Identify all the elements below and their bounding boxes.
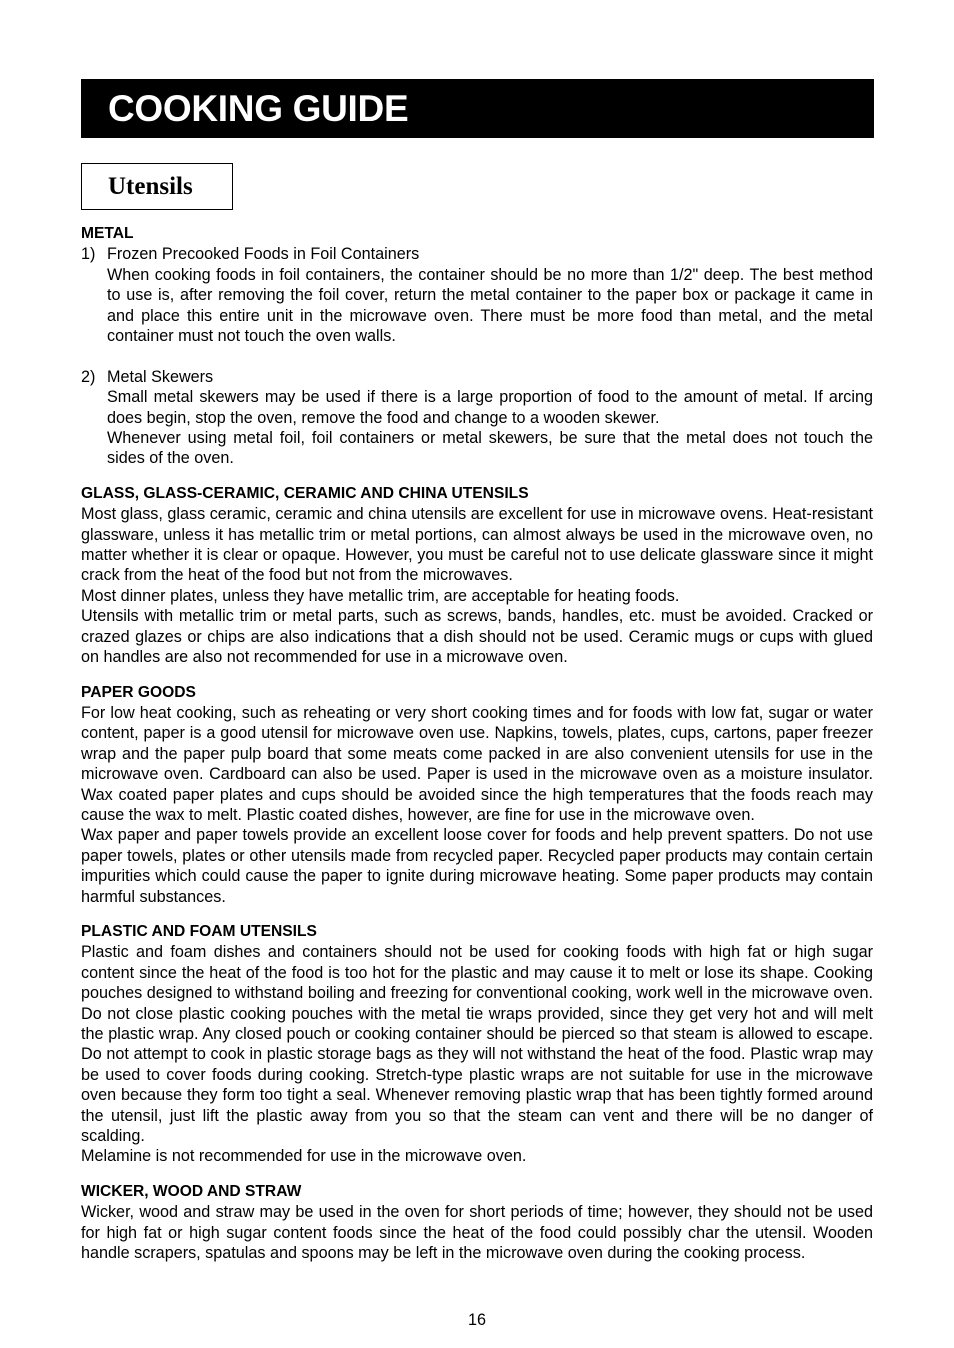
glass-heading: GLASS, GLASS-CERAMIC, CERAMIC AND CHINA UTENSILS — [81, 484, 529, 502]
plastic-paragraph: Plastic and foam dishes and containers should not be used for cooking foods with high fat or high sugar content since the heat of the food is too hot for the plastic and may cause it to melt or lose its shape. Cooking pouches designed to withstand boiling and freezing for conventional cooking, work well in the microwave oven. Do not close plastic cooking pouches with the metal tie wraps provided, since they get very hot and will melt the plastic wrap. Any closed pouch or cooking container should be pierced so that steam is allowed to escape. Do not attempt to cook in plastic storage bags as they will not withstand the heat of the food. Plastic wrap may be used to cover foods during cooking. Stretch-type plastic wraps are not suitable for use in the microwave oven because they form too tight a seal. Whenever removing plastic wrap that has been tightly formed around the utensil, just lift the plastic away from you so that the steam can vent and there will be no danger of scalding. — [81, 943, 873, 1146]
paper-paragraph: For low heat cooking, such as reheating or very short cooking times and for foods with low fat, sugar or water content, paper is a good utensil for microwave oven use. Napkins, towels, plates, cups, cartons, paper freezer wrap and the paper pulp board that some meats come packed in are also convenient utensils for use in the microwave oven. Cardboard can also be used. Paper is used in the microwave oven as a moisture insulator. Wax coated paper plates and cups should be avoided since the high temperatures that the foods reach may cause the wax to melt. Plastic coated dishes, however, are fine for use in the microwave oven. — [81, 703, 873, 824]
page-number: 16 — [467, 1311, 486, 1329]
plastic-heading: PLASTIC AND FOAM UTENSILS — [81, 922, 317, 940]
spacer — [81, 469, 873, 484]
item-body — [107, 244, 873, 346]
glass-paragraph: Most dinner plates, unless they have metallic trim, are acceptable for heating foods. — [81, 586, 680, 605]
wicker-section — [81, 1182, 873, 1264]
metal-heading: METAL — [81, 225, 134, 242]
section-title-box — [81, 163, 233, 210]
spacer — [81, 907, 873, 922]
metal-item-1 — [81, 244, 873, 346]
glass-section — [81, 484, 873, 668]
section-title: Utensils — [108, 173, 193, 200]
glass-paragraph: Utensils with metallic trim or metal parts, such as screws, bands, handles, etc. must be avoided. Cracked or crazed glazes or chips are also indications that a dish should not be used. Ceramic mugs or cups with glued on handles are also not recommended for use in a microwave oven. — [81, 607, 873, 667]
item-paragraph: Whenever using metal foil, foil containers or metal skewers, be sure that the metal does not touch the sides of the oven. — [107, 429, 873, 468]
item-paragraph: Small metal skewers may be used if there is a large proportion of food to the amount of metal. If arcing does begin, stop the oven, remove the food and change to a wooden skewer. — [107, 388, 873, 427]
item-number: 2) — [81, 367, 96, 386]
item-title: Metal Skewers — [107, 367, 214, 386]
page-title: COOKING GUIDE — [108, 88, 409, 129]
glass-paragraph: Most glass, glass ceramic, ceramic and china utensils are excellent for use in microwave ovens. Heat-resistant glassware, unless it has metallic trim or metal portions, can almost always be used in the microwave oven, no matter whether it is clear or opaque. However, you must be careful not to use delicate glassware since it might crack from the heat of the food but not from the microwaves. — [81, 505, 873, 585]
plastic-paragraph: Melamine is not recommended for use in the microwave oven. — [81, 1147, 527, 1166]
spacer — [81, 346, 873, 366]
plastic-section — [81, 922, 873, 1167]
paper-section — [81, 683, 873, 907]
spacer — [81, 668, 873, 683]
wicker-paragraph: Wicker, wood and straw may be used in the oven for short periods of time; however, they should not be used for high fat or high sugar content foods since the heat of the food could possibly char the utensil. Wooden handle scrapers, spatulas and spoons may be left in the microwave oven during the cooking process. — [81, 1203, 873, 1263]
item-paragraph: When cooking foods in foil containers, the container should be no more than 1/2" deep. The best method to use is, after removing the foil cover, return the metal container to the paper box or package it came in and place this entire unit in the microwave oven. There must be more food than metal, and the metal container must not touch the oven walls. — [107, 265, 873, 346]
item-body — [107, 367, 873, 469]
wicker-heading: WICKER, WOOD AND STRAW — [81, 1182, 302, 1200]
document-body — [81, 224, 873, 1263]
header-bar — [81, 79, 874, 138]
paper-paragraph: Wax paper and paper towels provide an excellent loose cover for foods and help prevent spatters. Do not use paper towels, plates or other utensils made from recycled paper. Recycled paper products may contain certain impurities which could cause the paper to ignite during microwave heating. Some paper products may contain harmful substances. — [81, 826, 873, 906]
item-title: Frozen Precooked Foods in Foil Containers — [107, 245, 420, 264]
metal-section — [81, 224, 873, 469]
item-number: 1) — [81, 245, 96, 264]
paper-heading: PAPER GOODS — [81, 683, 196, 701]
metal-item-2 — [81, 367, 873, 469]
spacer — [81, 1167, 873, 1182]
